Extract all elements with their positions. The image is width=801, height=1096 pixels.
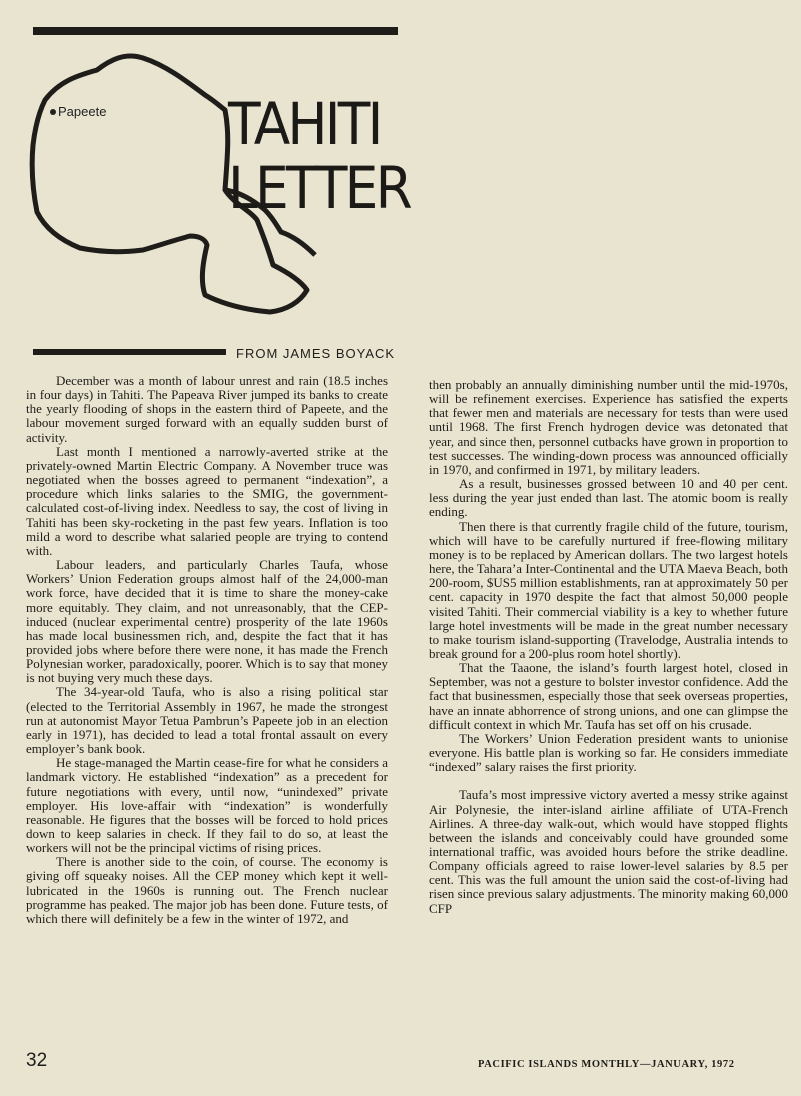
top-rule bbox=[33, 27, 398, 35]
paragraph: Last month I mentioned a narrowly-averted strike at the privately-owned Martin Electric Company. A November truce was negotiated when the bosses agreed to permanent “indexation”, a procedure which links salaries to the SMIG, the government-calculated cost-of-living index. Needless to say, the cost of living in Tahiti has been sky-rocketing in the past few years. Inflation is too mild a word to describe what salaried people are trying to contend with. bbox=[26, 443, 388, 558]
title-line-2: LETTER bbox=[228, 154, 410, 222]
place-label: Papeete bbox=[58, 104, 107, 119]
paragraph: As a result, businesses grossed between 10 and 40 per cent. less during the year just ended than last. The atomic boom is really ending. bbox=[429, 476, 788, 520]
title-line-1: TAHITI bbox=[228, 90, 381, 158]
page-number: 32 bbox=[26, 1050, 48, 1071]
paragraph: There is another side to the coin, of course. The economy is giving off squeaky noises. All the CEP money which kept it well-lubricated in the 1960s is running out. The French nuclear programme has peaked. The major job has been done. Future tests, of which there will definitely be a few in the winter of 1972, and bbox=[26, 854, 388, 926]
byline-rule bbox=[33, 349, 226, 355]
paragraph: He stage-managed the Martin cease-fire for what he considers a landmark victory. He established “indexation” as a precedent for future negotiations with every, until now, “unindexed” private employer. His love-affair with “indexation” is wonderfully reasonable. He figures that the bosses will be forced to hold prices down to keep salaries in check. If they fail to do so, at least the workers will not be the principal victims of rising prices. bbox=[26, 755, 388, 856]
article-column-right bbox=[429, 378, 788, 916]
paragraph: The 34-year-old Taufa, who is also a rising political star (elected to the Territorial Assembly in 1967, he made the strongest run at autonomist Mayor Tetua Pambrun’s Papeete job in an election early in 1971), has decided to lead a total frontal assault on every employer’s bank book. bbox=[26, 684, 388, 757]
paragraph: The Workers’ Union Federation president wants to unionise everyone. His battle plan is working so far. He considers immediate “indexed” salary raises the first priority. bbox=[429, 730, 788, 775]
paragraph: That the Taaone, the island’s fourth largest hotel, closed in September, was not a gesture to bolster investor confidence. Add the fact that businessmen, especially those that seek overseas properties, have an innate abhorrence of strong unions, and one can glimpse the difficult context in which Mr. Taufa has set off on his crusade. bbox=[429, 660, 788, 732]
paragraph: Taufa’s most impressive victory averted a messy strike against Air Polynesie, the inter-island airline affiliate of UTA-French Airlines. A three-day walk-out, which would have stopped flights between the islands and conceivably could have grounded some international traffic, was avoided hours before the strike deadline. Company officials agreed to raise lower-level salaries by 8.5 per cent. This was the full amount the union said the cost-of-living had risen since previous salary adjustments. The minority making 60,000 CFP bbox=[429, 787, 788, 916]
page-title bbox=[228, 92, 410, 220]
publication-footer: PACIFIC ISLANDS MONTHLY—JANUARY, 1972 bbox=[478, 1059, 735, 1070]
paragraph: Labour leaders, and particularly Charles Taufa, whose Workers’ Union Federation groups almost half of the 24,000-man work force, have decided that it is time to share the money-cake more equitably. They claim, and not unreasonably, that the CEP-induced (nuclear experimental centre) prosperity of the late 1960s has made local businessmen rich, and, despite the fact that it has provided jobs where before there were none, it has made the French Polynesian worker, paradoxically, poorer. Which is to say that money is not buying very much these days. bbox=[26, 557, 388, 686]
location-dot-icon bbox=[50, 109, 56, 115]
paragraph: December was a month of labour unrest and rain (18.5 inches in four days) in Tahiti. The Papeava River jumped its banks to create the yearly flooding of shops in the eastern third of Papeete, and the labour movement surged forward with an equally sudden burst of activity. bbox=[26, 373, 388, 445]
byline: FROM JAMES BOYACK bbox=[236, 346, 396, 361]
paragraph: Then there is that currently fragile child of the future, tourism, which will have to be carefully nurtured if free-flowing military money is to be replaced by American dollars. The two largest hotels here, the Tahara’a Inter-Continental and the UTA Maeva Beach, both 200-room, $US5 million establishments, ran at approximately 50 per cent. capacity in 1970 despite the fact that almost 50,000 people visited Tahiti. Their commercial viability is a key to whether future large hotel investments will be made in the great number necessary to make tourism island-supporting (Travelodge, Australia intends to break ground for a 200-plus room hotel shortly). bbox=[429, 518, 788, 661]
paragraph: then probably an annually diminishing number until the mid-1970s, will be refinement exercises. Experience has satisfied the experts that fewer men and materials are necessary for tests than were used until 1968. The first French hydrogen device was detonated that year, and since then, personnel cutbacks have grown in proportion to test successes. The winding-down process was announced officially in 1970, and confirmed in 1971, by military leaders. bbox=[429, 377, 788, 477]
article-column-left bbox=[26, 374, 388, 926]
